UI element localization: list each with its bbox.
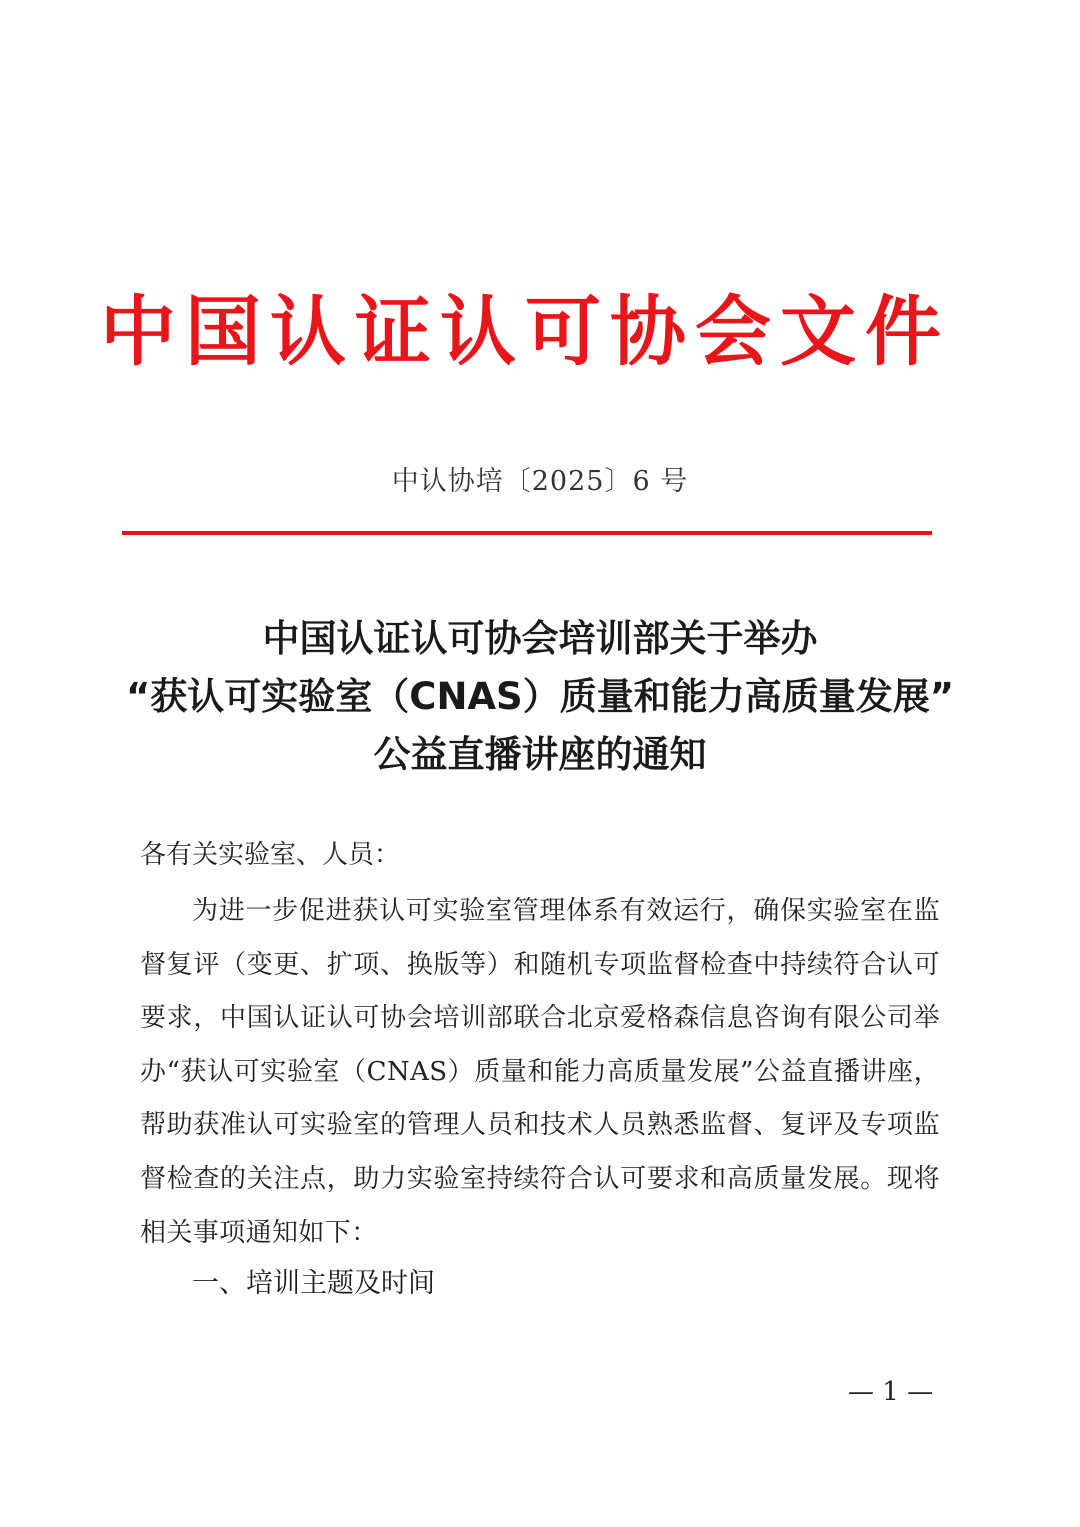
title-line-1: 中国认证认可协会培训部关于举办	[262, 617, 818, 660]
salutation: 各有关实验室、人员：	[140, 840, 401, 870]
masthead-title: 中国认证认可协会文件	[100, 287, 950, 376]
red-divider-line	[122, 531, 932, 535]
title-line-3: 公益直播讲座的通知	[373, 733, 707, 776]
document-number: 中认协培〔2025〕6 号	[391, 466, 689, 497]
notice-title	[60, 610, 1020, 784]
page-number: — 1 —	[848, 1377, 934, 1407]
body-paragraph: 为进一步促进获认可实验室管理体系有效运行，确保实验室在监督复评（变更、扩项、换版等）和随机专项监督检查中持续符合认可要求，中国认证认可协会培训部联合北京爱格森信息咨询有限公司举办“获认可实验室（CNAS）质量和能力高质量发展”公益直播讲座，帮助获准认可实验室的管理人员和技术人员熟悉监督、复评及专项监督检查的关注点，助力实验室持续符合认可要求和高质量发展。现将相关事项通知如下：	[140, 896, 940, 1248]
section-heading: 一、培训主题及时间	[192, 1268, 435, 1299]
title-line-2: “获认可实验室（CNAS）质量和能力高质量发展”	[125, 675, 955, 718]
